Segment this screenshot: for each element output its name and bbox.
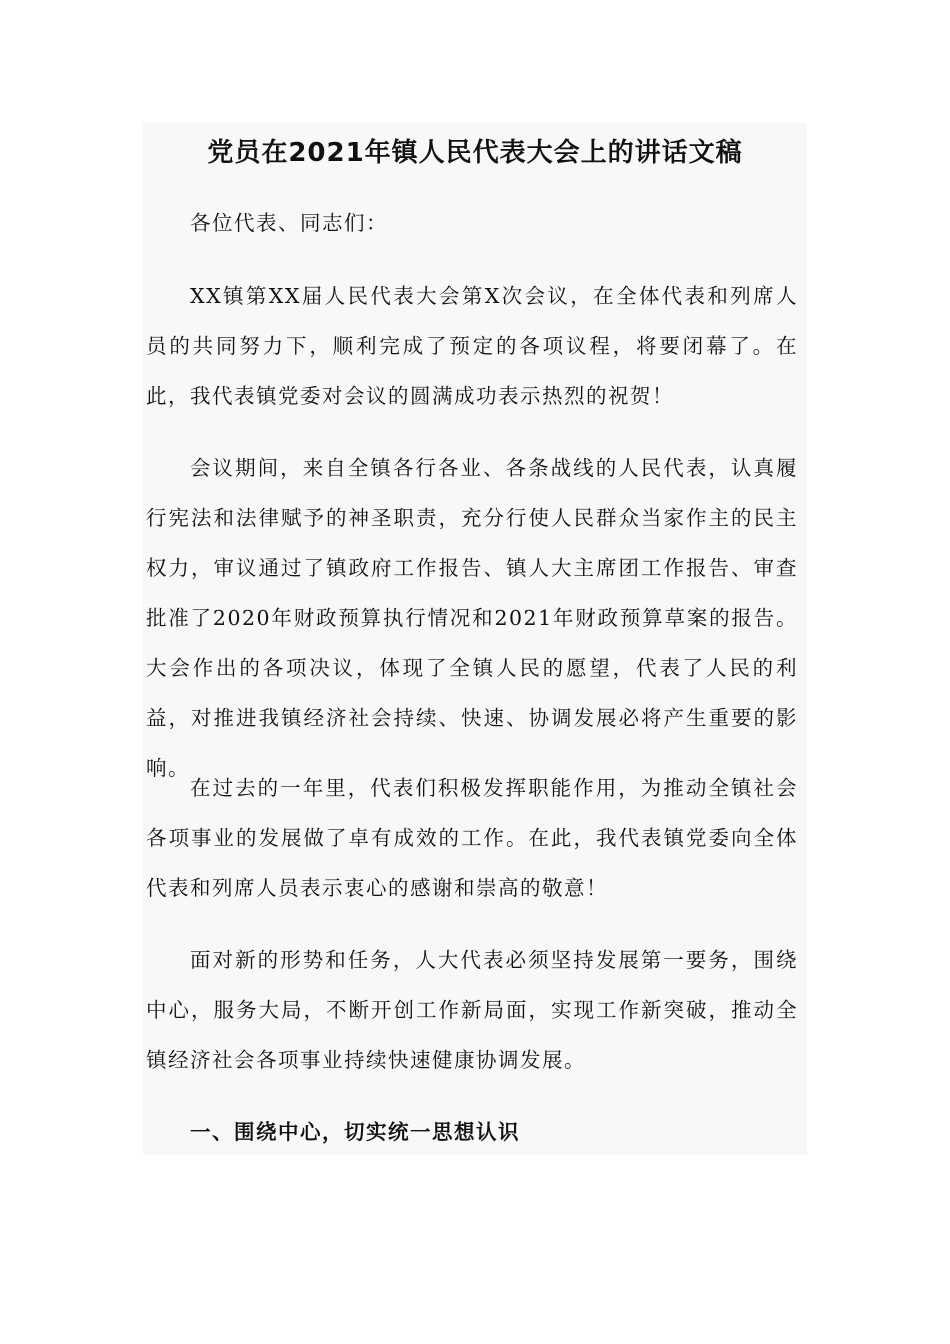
- paragraph-4: 面对新的形势和任务，人大代表必须坚持发展第一要务，围绕中心，服务大局，不断开创工作新局面，实现工作新突破，推动全镇经济社会各项事业持续快速健康协调发展。: [146, 948, 798, 1072]
- paragraph-1: XX镇第XX届人民代表大会第X次会议，在全体代表和列席人员的共同努力下，顺利完成了预定的各项议程，将要闭幕了。在此，我代表镇党委对会议的圆满成功表示热烈的祝贺！: [146, 284, 798, 408]
- document-title: 党员在2021年镇人民代表大会上的讲话文稿: [207, 138, 743, 168]
- greeting: 各位代表、同志们：: [190, 211, 388, 235]
- paragraph-2: 会议期间，来自全镇各行各业、各条战线的人民代表，认真履行宪法和法律赋予的神圣职责，充分行使人民群众当家作主的民主权力，审议通过了镇政府工作报告、镇人大主席团工作报告、审查批准了2020年财政预算执行情况和2021年财政预算草案的报告。大会作出的各项决议，体现了全镇人民的愿望，代表了人民的利益，对推进我镇经济社会持续、快速、协调发展必将产生重要的影响。: [146, 456, 798, 780]
- section-heading-1: 一、围绕中心，切实统一思想认识: [190, 1120, 520, 1144]
- paragraph-3: 在过去的一年里，代表们积极发挥职能作用，为推动全镇社会各项事业的发展做了卓有成效的工作。在此，我代表镇党委向全体代表和列席人员表示衷心的感谢和崇高的敬意！: [146, 776, 798, 900]
